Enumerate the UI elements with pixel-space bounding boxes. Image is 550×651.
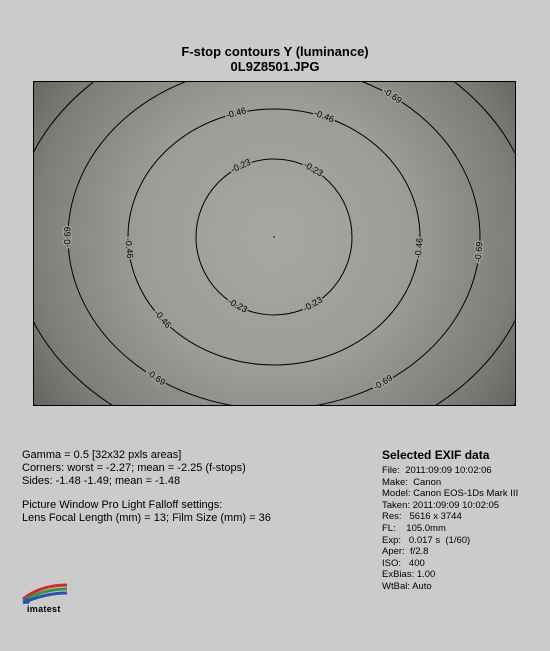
exif-row: FL: 105.0mm [382,522,446,534]
pw-settings-values: Lens Focal Length (mm) = 13; Film Size (mm) = 36 [22,512,271,525]
contour-label: -0.69 [381,85,404,106]
exif-row: ISO: 400 [382,557,425,569]
exif-row: WtBal: Auto [382,580,432,592]
exif-row: Res: 5616 x 3744 [382,511,462,523]
contour-label: -0.69 [472,241,485,263]
contour-label: -0.23 [226,296,250,315]
luminance-field [33,81,516,406]
chart-title: F-stop contours Y (luminance) [181,44,369,59]
contour-label: -0.23 [301,159,325,179]
exif-row: Taken: 2011:09:09 10:02:05 [382,499,500,511]
sides-line: Sides: -1.48 -1.49; mean = -1.48 [22,474,181,487]
imatest-logo [21,583,69,617]
gamma-line: Gamma = 0.5 [32x32 pxls areas] [22,449,182,461]
logo-text: imatest [27,604,61,614]
contour-label: -0.69 [371,372,395,393]
contour-label: -0.69 [144,367,168,388]
exif-row: File: 2011:09:09 10:02:06 [382,465,492,476]
exif-row: Model: Canon EOS-1Ds Mark III [382,488,519,500]
chart-title-block [0,44,550,74]
contour-label: -0.46 [312,107,336,125]
image-filename: 0L9Z8501.JPG [230,59,320,74]
contour-label: -0.23 [229,156,253,175]
exif-row: Make: Canon [382,476,442,488]
exif-row: ExBias: 1.00 [382,569,436,581]
exif-row: Exp: 0.017 s (1/60) [382,534,471,546]
contour-label: -0.46 [412,237,425,259]
contour-plot [33,81,516,406]
exif-panel [382,447,518,593]
corners-line: Corners: worst = -2.27; mean = -2.25 (f-stops) [22,461,246,474]
falloff-stats [22,449,271,525]
center-mark [273,236,275,238]
pw-settings-header: Picture Window Pro Light Falloff settings: [22,499,223,512]
contour-label: -0.46 [152,307,174,330]
exif-heading: Selected EXIF data [382,448,490,462]
exif-row: Aper: f/2.8 [382,546,429,558]
contour-label: -0.46 [123,237,136,259]
contour-label: -0.69 [62,226,73,248]
logo-swoosh-icon [21,583,69,605]
contour-label: -0.23 [301,294,325,314]
contour-label: -0.46 [224,105,248,121]
